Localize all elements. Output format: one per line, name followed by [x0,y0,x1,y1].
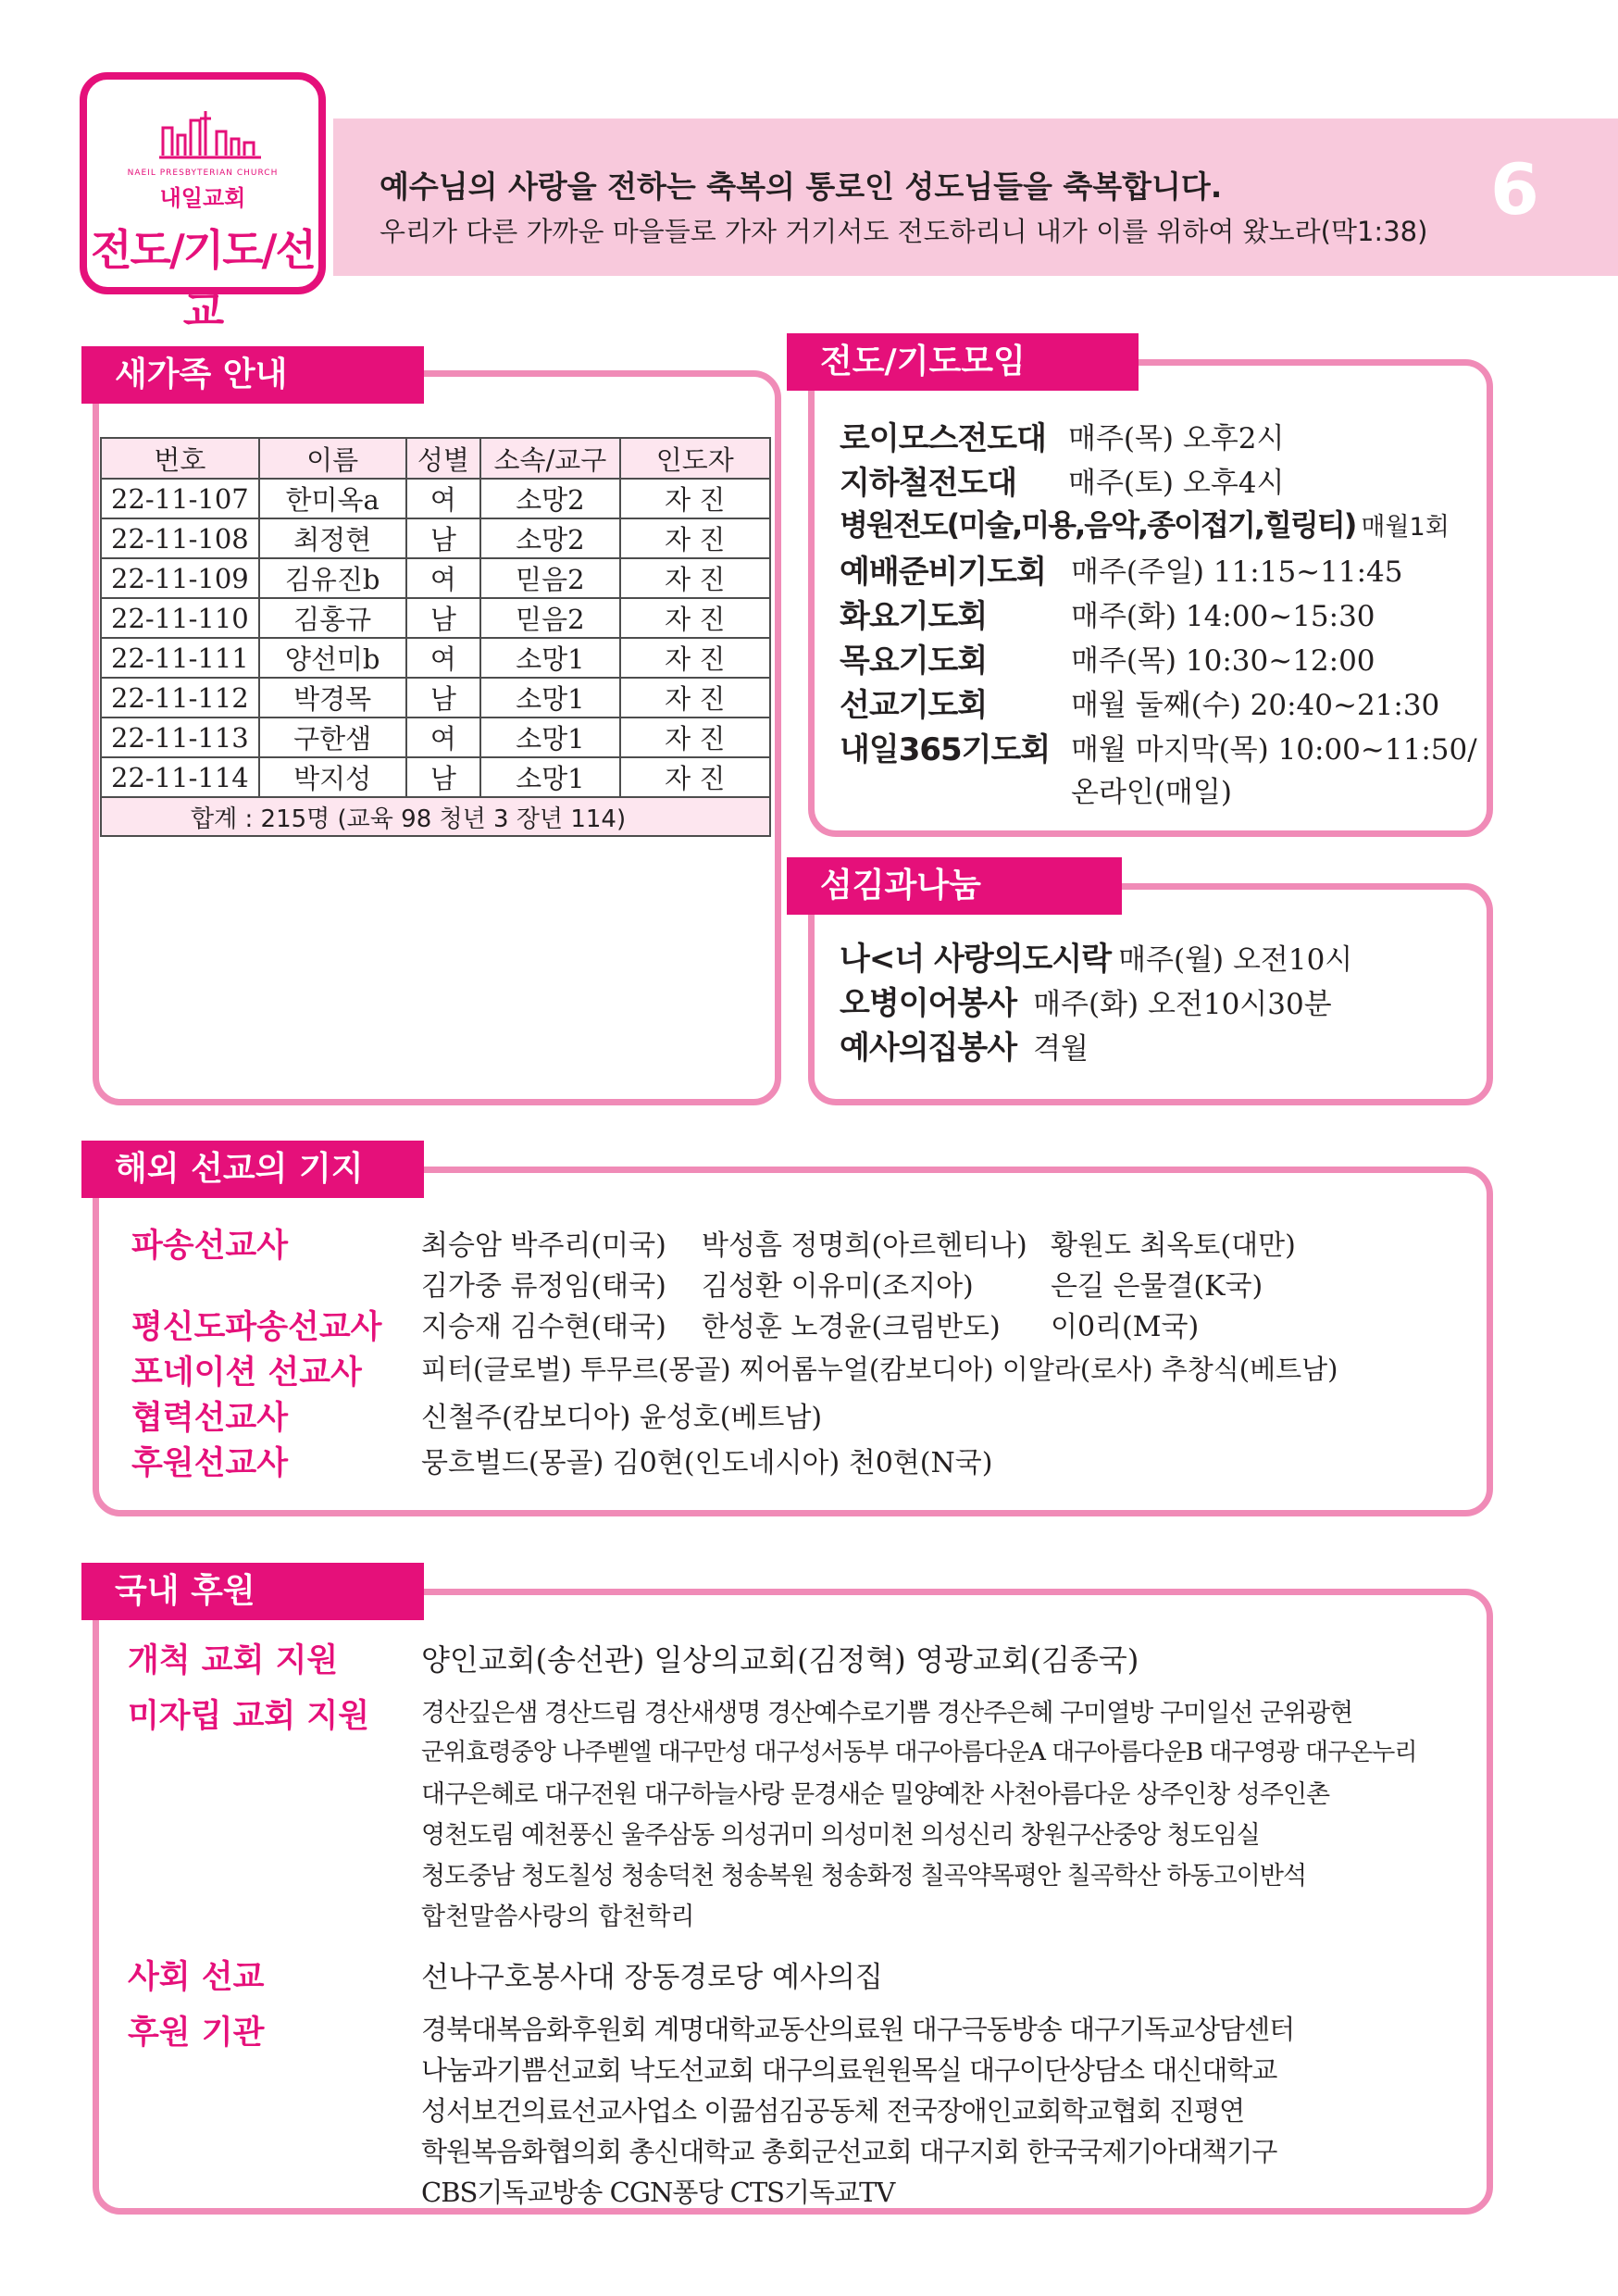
cell-number: 22-11-114 [101,757,259,797]
cell-guide: 자 진 [620,518,770,558]
cell-number: 22-11-111 [101,638,259,678]
cell-guide: 자 진 [620,678,770,718]
prayer-name: 목요기도회 [840,643,988,680]
cell-name: 김유진b [259,558,406,598]
service-tab: 섬김과나눔 [787,857,1122,915]
cell-number: 22-11-107 [101,479,259,518]
header-blessing: 예수님의 사랑을 전하는 축복의 통로인 성도님들을 축복합니다. [380,168,1223,205]
missionary-line: 피터(글로벌) 투무르(몽골) 찌어롬누얼(캄보디아) 이알라(로사) 추창식(베트남) [421,1354,1338,1385]
prayer-tab: 전도/기도모임 [787,333,1139,391]
prayer-time: 매주(목) 오후2시 [1068,422,1285,455]
org-list-line: 학원복음화협의회 총신대학교 총회군선교회 대구지회 한국국제기아대책기구 [421,2136,1277,2167]
prayer-name: 내일365기도회 [840,731,1051,768]
church-skyline-logo-icon [159,107,261,163]
missionary: 은길 은물결(K국) [1051,1270,1263,1303]
church-list-line: 영천도림 예천풍신 울주삼동 의성귀미 의성미천 의성신리 창원구산중앙 청도임실 [421,1821,1260,1850]
service-item [840,1022,1089,1067]
section-title: 전도/기도/선교 [91,225,315,336]
service-time: 매주(화) 오전10시30분 [1033,988,1332,1021]
cell-name: 박경목 [259,678,406,718]
logo-subtitle: NAEIL PRESBYTERIAN CHURCH [127,168,279,178]
prayer-item [840,635,1375,680]
service-item [840,978,1332,1023]
column-header: 소속/교구 [480,438,619,479]
service-name: 예사의집봉사 [840,1029,1017,1067]
service-time: 매주(월) 오전10시 [1118,943,1353,977]
cell-name: 한미옥a [259,479,406,518]
cell-name: 양선미b [259,638,406,678]
domestic-tab: 국내 후원 [81,1563,424,1620]
prayer-time: 매주(목) 10:30~12:00 [1071,644,1375,678]
prayer-item [840,457,1285,503]
table-row [101,638,770,678]
prayer-name: 선교기도회 [840,687,988,724]
missionary-line [421,1304,666,1344]
pioneer-churches: 양인교회(송선관) 일상의교회(김정혁) 영광교회(김종국) [421,1642,1139,1678]
prayer-name: 화요기도회 [840,598,988,635]
prayer-time: 매월 둘째(수) 20:40~21:30 [1071,689,1440,722]
missionary-line [1051,1222,1296,1263]
missionary: 최승암 박주리(미국) [421,1229,666,1262]
church-list-line: 청도중남 청도칠성 청송덕천 청송복원 청송화정 칠곡약목평안 칠곡학산 하동고이반석 [421,1862,1307,1890]
cell-name: 구한샘 [259,718,406,757]
missionary-line [421,1263,666,1304]
page-number: 6 [1490,148,1539,231]
table-row [101,678,770,718]
total-count: 합계 : 215명 (교육 98 청년 3 장년 114) [101,797,770,836]
table-row [101,479,770,518]
prayer-item [840,724,1477,769]
missionary: 김성환 이유미(조지아) [702,1270,974,1303]
cell-gender: 남 [406,518,481,558]
prayer-item [840,546,1403,592]
prayer-name: 병원전도(미술,미용,음악,종이접기,힐링티) [840,507,1356,543]
prayer-time: 온라인(매일) [1071,776,1232,809]
missionary-line [702,1222,1027,1263]
column-header: 성별 [406,438,481,479]
column-header: 번호 [101,438,259,479]
prayer-name: 로이모스전도대 [840,420,1046,457]
cell-guide: 자 진 [620,558,770,598]
missionary-line [1051,1263,1263,1304]
cell-gender: 여 [406,638,481,678]
cell-guide: 자 진 [620,718,770,757]
cell-group: 소망1 [480,638,619,678]
prayer-item [840,502,1450,544]
prayer-time: 매월 마지막(목) 10:00~11:50/ [1071,733,1477,767]
prayer-time: 매주(토) 오후4시 [1068,467,1285,500]
prayer-time: 매주(주일) 11:15~11:45 [1071,555,1403,589]
domestic-label: 개척 교회 지원 [128,1642,339,1679]
domestic-label: 미자립 교회 지원 [128,1698,370,1735]
cell-name: 김홍규 [259,598,406,638]
mission-label: 포네이션 선교사 [131,1354,362,1391]
org-list-line: 나눔과기쁨선교회 낙도선교회 대구의료원원목실 대구이단상담소 대신대학교 [421,2054,1277,2086]
prayer-item-extra [1071,768,1232,810]
cell-gender: 여 [406,558,481,598]
column-header: 인도자 [620,438,770,479]
cell-group: 소망2 [480,518,619,558]
domestic-label: 사회 선교 [128,1959,265,1996]
prayer-time: 매월1회 [1361,513,1450,542]
new-family-tab: 새가족 안내 [81,346,424,404]
missionary: 박성흠 정명희(아르헨티나) [702,1229,1027,1262]
cell-group: 소망1 [480,678,619,718]
prayer-item [840,680,1440,725]
church-list-line: 경산깊은샘 경산드림 경산새생명 경산예수로기쁨 경산주은혜 구미열방 구미일선 군위광현 [421,1699,1353,1728]
cell-gender: 남 [406,598,481,638]
mission-label: 파송선교사 [131,1228,289,1265]
mission-label: 평신도파송선교사 [131,1309,382,1346]
church-list-line: 대구은혜로 대구전원 대구하늘사랑 문경새순 밀양예찬 사천아름다운 상주인창 성주인촌 [421,1780,1330,1809]
cell-number: 22-11-109 [101,558,259,598]
table-row [101,518,770,558]
missionary-line: 뭉흐벌드(몽골) 김0현(인도네시아) 천0현(N국) [421,1447,993,1479]
missions-tab: 해외 선교의 기지 [81,1141,424,1198]
cell-guide: 자 진 [620,757,770,797]
service-name: 나<너 사랑의도시락 [840,941,1112,978]
missionary-line [1051,1304,1199,1344]
missionary: 지승재 김수현(태국) [421,1311,666,1343]
cell-gender: 여 [406,479,481,518]
header-verse: 우리가 다른 가까운 마을들로 가자 거기서도 전도하리니 내가 이를 위하여 왔노라(막1:38) [380,216,1428,247]
cell-gender: 여 [406,718,481,757]
prayer-name: 예배준비기도회 [840,554,1046,591]
missionary-line: 신철주(캄보디아) 윤성호(베트남) [421,1402,823,1434]
service-name: 오병이어봉사 [840,985,1017,1022]
mission-label: 협력선교사 [131,1400,289,1437]
table-total-row [101,797,770,836]
service-time: 격월 [1033,1032,1089,1066]
cell-number: 22-11-112 [101,678,259,718]
prayer-time: 매주(화) 14:00~15:30 [1071,600,1375,633]
logo-box [80,72,326,336]
prayer-item [840,413,1285,458]
missionary: 김가중 류정임(태국) [421,1270,666,1303]
social-mission-list: 선나구호봉사대 장동경로당 예사의집 [421,1961,883,1994]
cell-guide: 자 진 [620,598,770,638]
new-family-table [100,437,771,837]
mission-label: 후원선교사 [131,1445,289,1482]
table-row [101,558,770,598]
cell-number: 22-11-108 [101,518,259,558]
org-list-line: CBS기독교방송 CGN퐁당 CTS기독교TV [421,2177,895,2208]
cell-gender: 남 [406,757,481,797]
cell-group: 믿음2 [480,598,619,638]
cell-guide: 자 진 [620,638,770,678]
table-row [101,757,770,797]
service-item [840,933,1352,979]
cell-name: 최정현 [259,518,406,558]
cell-number: 22-11-113 [101,718,259,757]
prayer-item [840,591,1375,636]
missionary: 황원도 최옥토(대만) [1051,1229,1296,1262]
column-header: 이름 [259,438,406,479]
missionary-line [702,1263,974,1304]
cell-guide: 자 진 [620,479,770,518]
cell-group: 믿음2 [480,558,619,598]
cell-group: 소망1 [480,718,619,757]
cell-name: 박지성 [259,757,406,797]
missionary-line [421,1222,666,1263]
domestic-label: 후원 기관 [128,2015,265,2052]
church-list-line: 합천말씀사랑의 합천학리 [421,1903,695,1931]
missionary: 이0리(M국) [1051,1311,1200,1343]
logo-name: 내일교회 [159,185,246,211]
cell-number: 22-11-110 [101,598,259,638]
table-row [101,598,770,638]
missionary-line [702,1304,1001,1344]
org-list-line: 경북대복음화후원회 계명대학교동산의료원 대구극동방송 대구기독교상담센터 [421,2014,1295,2045]
missionary: 한성훈 노경윤(크림반도) [702,1311,1001,1343]
cell-group: 소망2 [480,479,619,518]
cell-gender: 남 [406,678,481,718]
prayer-name: 지하철전도대 [840,465,1017,502]
table-header-row [101,438,770,479]
cell-group: 소망1 [480,757,619,797]
church-list-line: 군위효령중앙 나주벧엘 대구만성 대구성서동부 대구아름다운A 대구아름다운B 대구영광 대구온누리 [421,1739,1417,1766]
org-list-line: 성서보건의료선교사업소 이끎섬김공동체 전국장애인교회학교협회 진평연 [421,2095,1245,2127]
table-row [101,718,770,757]
